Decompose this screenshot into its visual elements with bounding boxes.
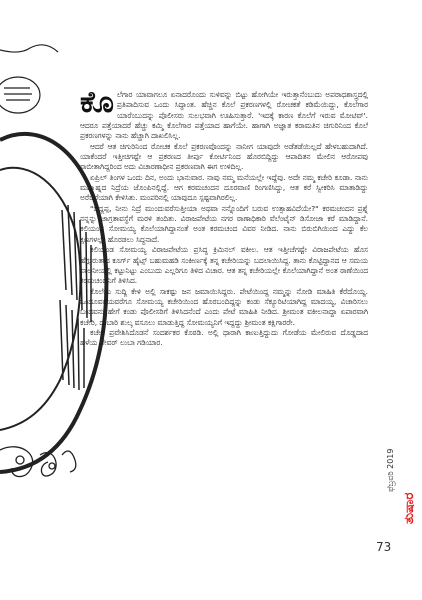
illustration-top-motif <box>0 45 58 113</box>
article-paragraph: ಕಚೇರಿ ಪ್ರವೇಶಿಸಿದೊಡನೆ ಸಂದರ್ಶಕರ ಕೊಠಡಿ. ಅಲ್ಲಿ ಧಾರಾಗಿ ಕಾಣುತ್ತಿದ್ದುದು ಗೋಡೆಯ ಮೇಲಿರುವ ದೊಡ್ಡದಾದ ಹಳೆಯ ಫೇವರ್ ಲುಬಾ ಗಡಿಯಾರ. <box>80 327 368 348</box>
article-paragraph: ಏಪ್ರಿಲ್ ತಿಂಗಳ ಒಂದು ದಿನ, ಅಂದು ಭಾನುವಾರ. ನಾವು ನಮ್ಮ ಮನೆಯಲ್ಲೇ ಇದ್ದೆವು. ಅದೇ ನಮ್ಮ ಕಚೇರಿ ಕೂಡಾ. ನಾನು ಮಧ್ಯಾಹ್ನದ ನಿದ್ರೆಯ ಜೊಂಪಿನಲ್ಲಿದ್ದೆ. ಆಗ ಕರಮಚಂದನ ದೂರವಾಣಿ ರಿಂಗಣಿಸಿದ್ದು, ಆತ ಕರೆ ಸ್ವೀಕರಿಸಿ ಮಾತಾಡಿದ್ದು ಅರೆಬರೆಯಾಗಿ ಕೇಳಿಸಿತು. ಮಂಪರಿನಲ್ಲಿ ಯಾವುದೂ ಸ್ಪಷ್ಟವಾಗಿರಲಿಲ್ಲ. <box>80 172 368 203</box>
article-paragraph: ಕೊಲೆಯ ಸುದ್ದಿ ಕೇಳಿ ಅಲ್ಲಿ ಸಾಕಷ್ಟು ಜನ ಜಮಾಯಿಸಿದ್ದರು. ಪೇಟೆಯಿಂದ್ದ ನಮ್ಮನ್ನು ನೋಡಿ ಮಾಹಿತಿ ಕೆರೆದೊಯ್ದ. ಒಂದೂವರೆಯವರೆಗೂ ಸೋಮಯ್ಯ ಕಚೇರಿಯಿಂದ ಹೊರಬಂದಿದ್ದನ್ನು ಕಂಡು ಸೆಕ್ಯೂರಿಟಿಯಾಗಿದ್ದ ಮಾದಯ್ಯ, ವಿಚಾರಿಸಲು ಬಂದವನು ಹೇಗೆ ಕಂಡು ಪೊಲೀಸರಿಗೆ ತಿಳಿಸಿದನೆಂದೆ ಎಂದು ಪೇಟೆ ಮಾಹಿತಿ ನೀಡಿದ. ಶ್ರೀಮಂತ ವಕೀಲನಾದ್ದಾ ಏಪಾರವಾಗಿ ಕಚೇರಿ, ದುಬಾರಿ ಶುಲ್ಕ ವಸೂಲು ಮಾಡುತ್ತಿದ್ದ ಸೋಮಯ್ಯನಿಗೆ ಇದ್ದದ್ದು ಶ್ರೀಮಂತ ಕಕ್ಷಿಗಾರರೇ. <box>80 286 368 327</box>
article-body <box>80 85 368 349</box>
issue-date: ಫೆಬ್ರವರಿ 2019 <box>386 448 395 492</box>
article-paragraph: ಕಲಿಯಂಡ ಸೋಮಯ್ಯ ವಿರಾಜಪೇಟೆಯ ಪ್ರಸಿದ್ಧ ಕ್ರಿಮಿನಲ್ ವಕೀಲ. ಆತ ಇತ್ತೀಚೆಗಷ್ಟೇ ವಿರಾಜಪೇಟೆಯ ಹೊಸ ಹೆಗ್ಗುರುತಾದ ಕೂರ್ಗ್ ಹೈಟ್ಸ್ ಬಹುಮಹಡಿ ಸಂಕೀರ್ಣಕ್ಕೆ ತನ್ನ ಕಚೇರಿಯನ್ನು ಬದಲಾಯಿಸಿದ್ದ. ತಾನು ಕೊಟ್ಟಿದ್ದಾನದ ಆ ಸಮಯ ಪಾಲನೀಯಲ್ಲಿ ಕಟ್ಟುನಿಟ್ಟು ಎಂಬುದು ಎಲ್ಲರಿಗೂ ತಿಳಿದ ವಿಚಾರ. ಆತ ತನ್ನ ಕಚೇರಿಯಲ್ಲೇ ಕೊಲೆಯಾಗಿದ್ದಾನೆ ಅಂತ ಠಾಣೆಯಿಂದ ಕರಮಚಂದನಿಗೆ ತಿಳಿಸಿದ. <box>80 245 368 286</box>
article-paragraph <box>80 85 368 142</box>
paragraph-text: ಲೆಗಾರ ಯಾವಾಗಲೂ ಏನಾದರೊಂದು ಸುಳಿವನ್ನು ಬಿಟ್ಟು ಹೋಗಿಯೇ ಇರುತ್ತಾನೆಂಬುದು ಅಪರಾಧಶಾಸ್ತ್ರದಲ್ಲಿ ಪ್ರತಿಪಾದಿಸುವ ಒಂದು ಸಿದ್ಧಾಂತ. ಹೆಚ್ಚಿನ ಕೊಲೆ ಪ್ರಕರಣಗಳಲ್ಲಿ ರೋಚಕತೆ ಕಡಿಮೆಯಿದ್ದು, ಕೊಲೆಗಾರ ಯಾರೆಂಬುದನ್ನು ಪೊಲೀಸರು ಸುಲಭವಾಗಿ ಊಹಿಸುತ್ತಾರೆ. 'ಇದಕ್ಕೆ ಕಾರಣ ಕೊಲೆಗೆ ಇರುವ ಮೋಟಿವ್'. ಆದರೂ ಪತ್ತೆಯಾದರೆ ಹೆಚ್ಚು ಕಮ್ಮಿ ಕೊಲೆಗಾರ ಪತ್ತೆಯಾದ ಹಾಗೆಯೇ. ಹಾಗಾಗಿ ಅಜ್ಞಾತ ಕರಾಮತಿನ ಚಿಗುರಿನಿಂದ ಕೊಲೆ ಪ್ರಕರಣಗಳನ್ನು ನಾನು ಹೆಚ್ಚಾಗಿ ದಾಖಲಿಸಿಲ್ಲ. <box>80 90 368 141</box>
drop-cap: ಕೊ <box>80 85 114 120</box>
article-paragraph: "ಬಿದ್ದಪ್ಪ, ನೀನು ನಿದ್ರೆ ಮುಂದುವರೆಸುತ್ತೀಯಾ ಅಥವಾ ನನ್ನೊಂದಿಗೆ ಬರುವ ಉತ್ಸಾಹವಿದೆಯೇ?" ಕರಮಚಂದನ ಪ್ರಶ್ನೆ ನನ್ನನ್ನು ಜಾಗ್ರತಾವಸ್ಥೆಗೆ ಮರಳಿ ತಂದಿತು. ವಿರಾಜಪೇಟೆಯ ನಗರ ಠಾಣಾಧಿಕಾರಿ ವೆಲೆಂಟೈನ್ ಡಿಸೋಜಾ ಕರೆ ಮಾಡಿದ್ದಾನೆ. ಕಲಿಯಂಡ ಸೋಮಯ್ಯ ಕೊಲೆಯಾಗಿದ್ದಾನಂತೆ ಅಂತ ಕರಮಚಂದ ವಿವರ ನೀಡಿದ. ನಾನು ಬಿರುಬಿಗಿಯಿಂದ ಎದ್ದು ಕೆಲ ಕ್ಷಣಗಳಲ್ಲೇ ಹೊರಡಲು ಸಿದ್ಧನಾದೆ. <box>80 203 368 244</box>
page-number: 73 <box>376 540 392 554</box>
article-paragraph: ಆದರೆ ಆತ ಚಿಗುರಿನಿಂದ ರೋಚಕ ಕೊಲೆ ಪ್ರಕರಣವೊಂದನ್ನು ನಾನೀಗ ಯಾವುದೇ ಅಡೆತಡೆಯಿಲ್ಲದೆ ಹೇಳಬಹುದಾಗಿದೆ. ಯಾಕೆಂದರೆ ಇತ್ತೀಚಿಗಷ್ಟೇ ಆ ಪ್ರಕರಣದ ತೀರ್ಪು ಕೋರ್ಟಿನಿಂದ ಹೊರಬಿದ್ದಿದ್ದು ಆಪಾದಿತನ ಮೇಲಿನ ಆರೋಪವು ಸಾಬೀತಾಗಿದ್ದರಿಂದ ಅದು ವಿಚಾರಣಾಧೀನ ಪ್ರಕರಣವಾಗಿ ಈಗ ಉಳಿದಿಲ್ಲ. <box>80 141 368 172</box>
magazine-brand: ತುಷಾರ <box>402 492 417 524</box>
side-label <box>380 402 420 532</box>
